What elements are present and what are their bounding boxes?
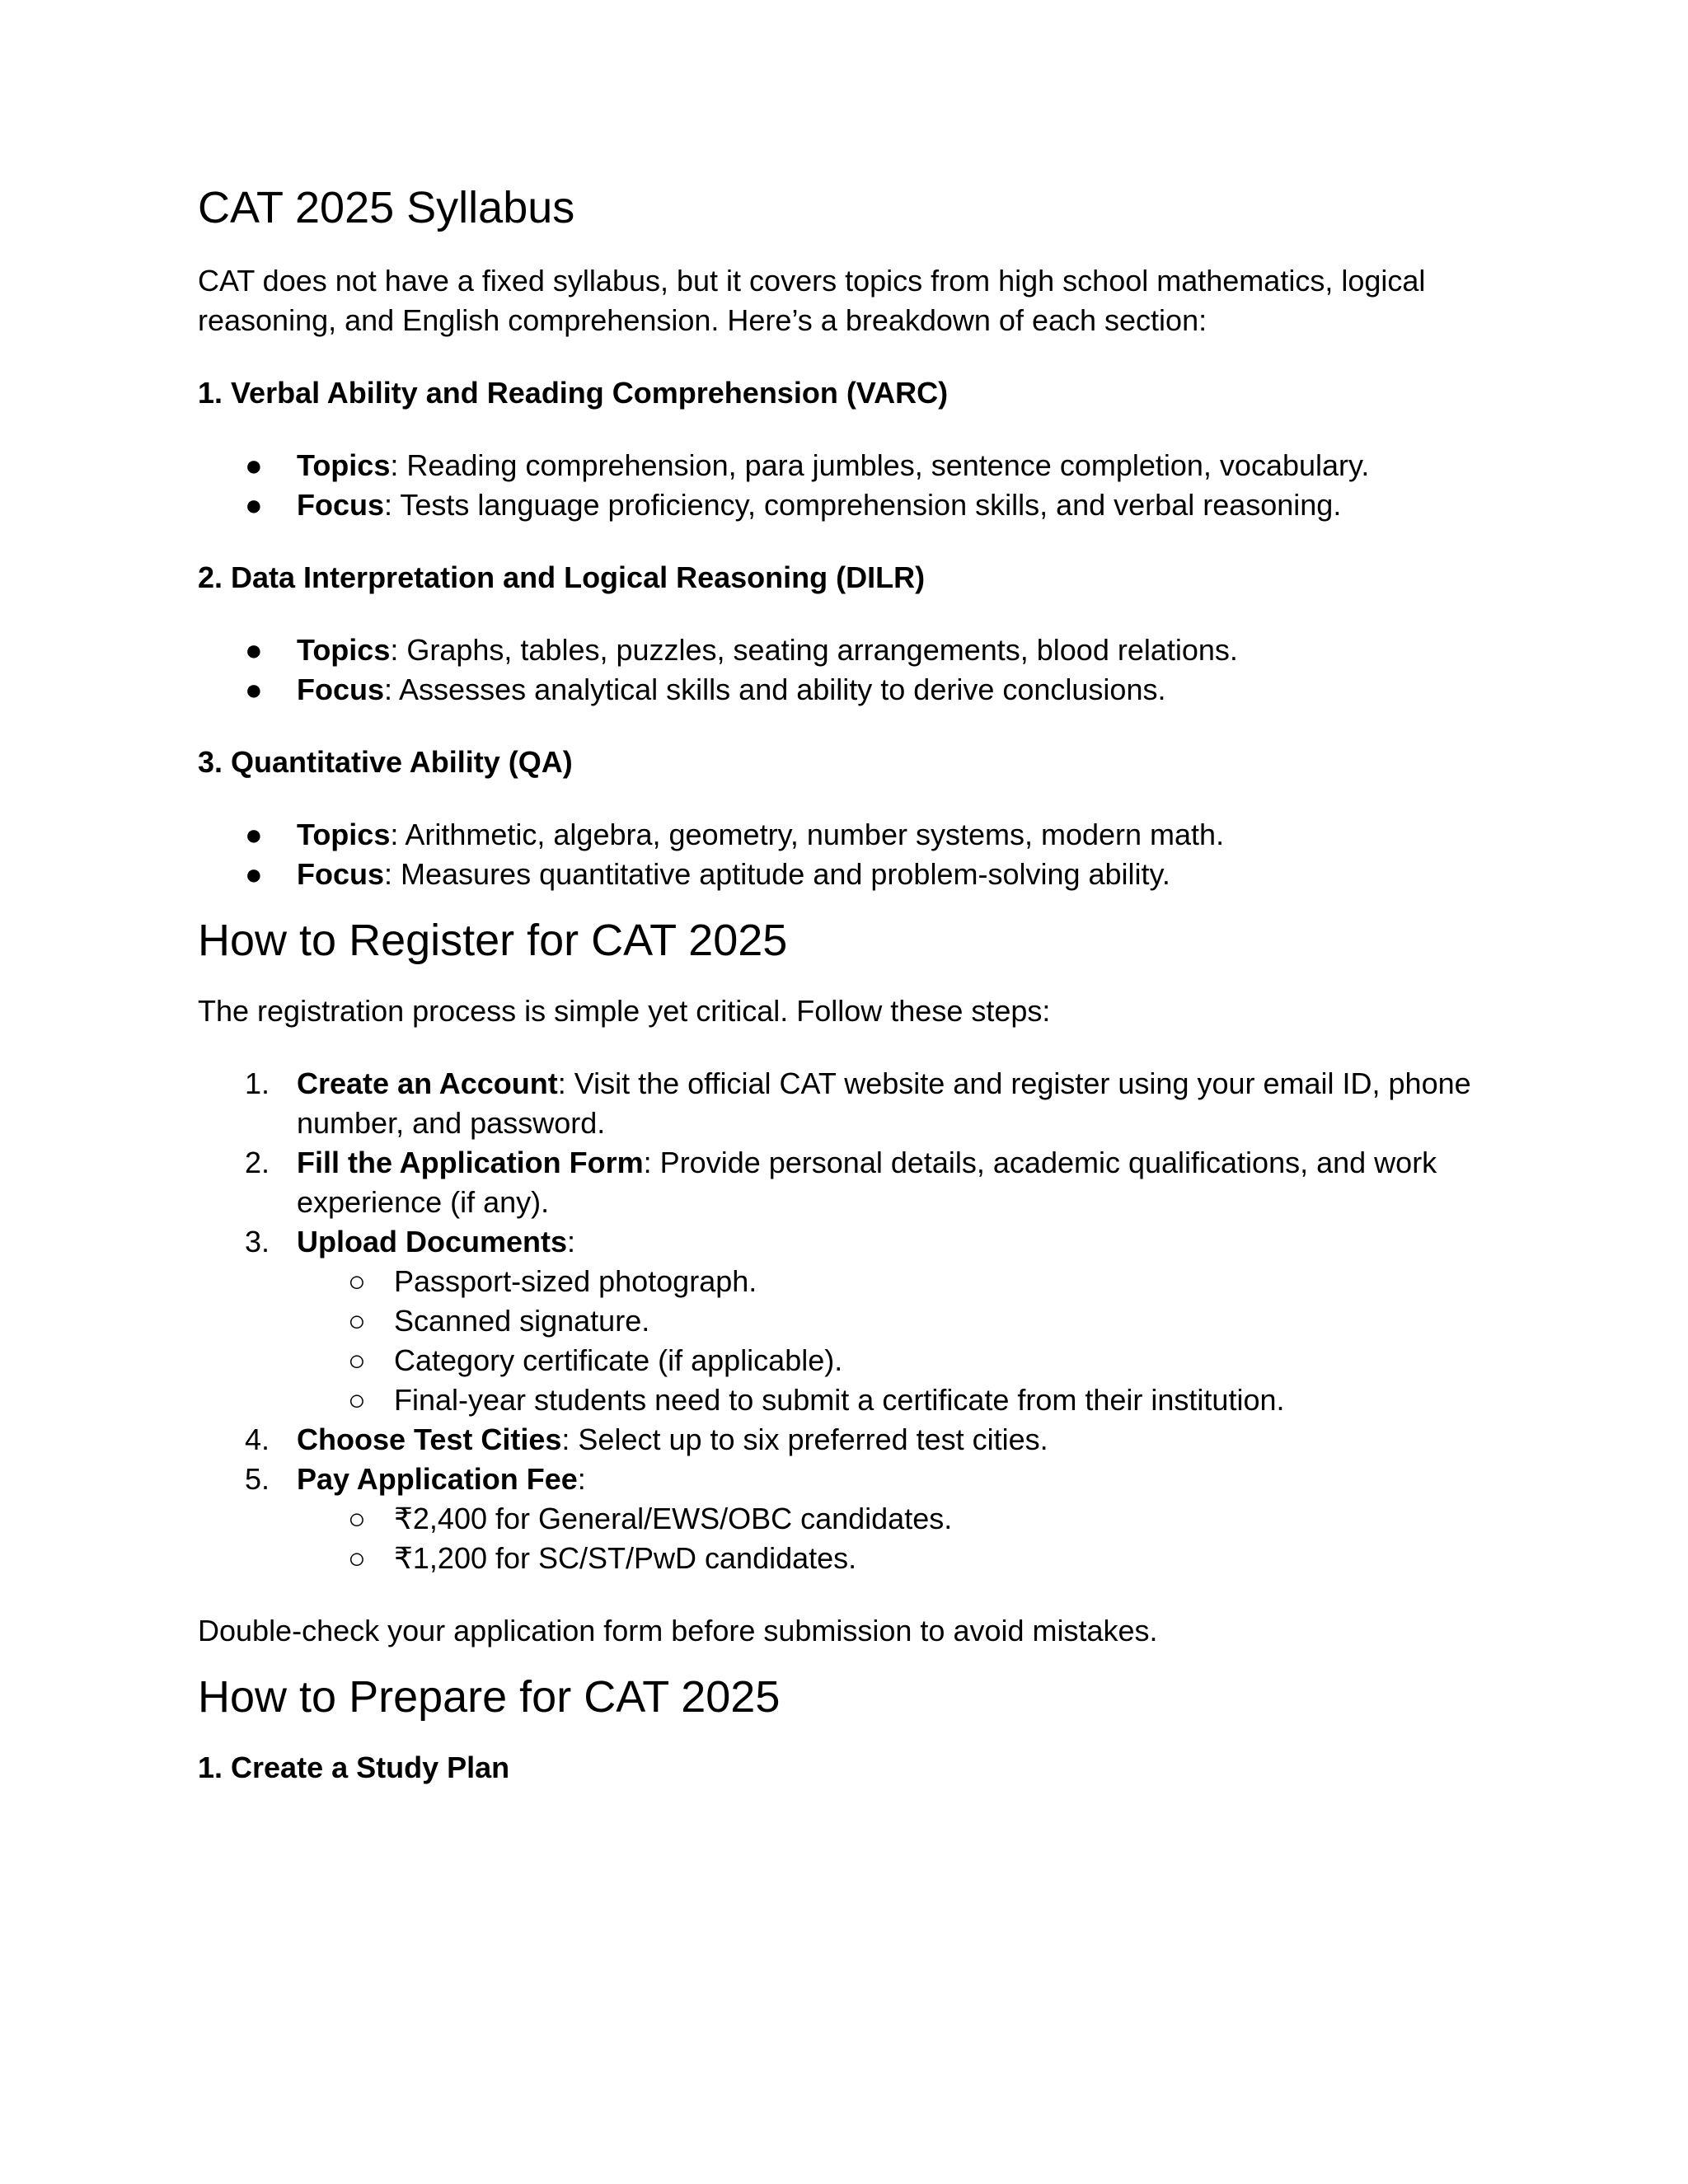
varc-list [198, 446, 1500, 525]
circle-bullet-icon: ○ [348, 1343, 366, 1377]
syllabus-intro: CAT does not have a fixed syllabus, but it covers topics from high school mathematics, logical reasoning, and English comprehension. Here’s a breakdown of each section: [198, 264, 1426, 337]
circle-bullet-icon: ○ [348, 1541, 366, 1575]
list-item: ● Focus: Assesses analytical skills and ability to derive conclusions. [198, 670, 1500, 710]
syllabus-title: CAT 2025 Syllabus [198, 183, 575, 232]
list-item: ● Focus: Tests language proficiency, comprehension skills, and verbal reasoning. [198, 485, 1500, 525]
list-item: ● Topics: Reading comprehension, para jumbles, sentence completion, vocabulary. [198, 446, 1500, 485]
document-page [198, 181, 1500, 1788]
circle-bullet-icon: ○ [348, 1304, 366, 1338]
bullet-icon: ● [245, 673, 263, 706]
register-title: How to Register for CAT 2025 [198, 916, 788, 965]
bullet-icon: ● [245, 633, 263, 667]
list-item: ● Focus: Measures quantitative aptitude and problem-solving ability. [198, 855, 1500, 894]
list-item: ○ Category certificate (if applicable). [297, 1341, 1500, 1380]
dilr-list [198, 630, 1500, 710]
bullet-icon: ● [245, 857, 263, 891]
list-item: 1. Create an Account: Visit the official CAT website and register using your email ID, phone number, and password. [245, 1066, 1471, 1140]
documents-sublist [297, 1262, 1500, 1420]
bullet-icon: ● [245, 488, 263, 522]
bullet-icon: ● [245, 448, 263, 482]
list-item: ○ Scanned signature. [297, 1301, 1500, 1341]
list-item: 5. Pay Application Fee: ○ ₹2,400 for General/EWS/OBC candidates. ○ ₹1,200 for SC/ST/PwD candidates. [198, 1460, 1500, 1578]
prepare-subheading: 1. Create a Study Plan [198, 1750, 510, 1784]
list-item: 4. Choose Test Cities: Select up to six preferred test cities. [245, 1422, 1048, 1456]
fee-sublist [297, 1499, 1500, 1578]
circle-bullet-icon: ○ [348, 1264, 366, 1298]
list-item: ○ Passport-sized photograph. [297, 1262, 1500, 1301]
list-item: ● Topics: Graphs, tables, puzzles, seating arrangements, blood relations. [198, 630, 1500, 670]
section-heading-qa: 3. Quantitative Ability (QA) [198, 745, 573, 779]
register-steps [198, 1064, 1500, 1578]
section-heading-varc: 1. Verbal Ability and Reading Comprehension (VARC) [198, 376, 949, 410]
list-item: 3. Upload Documents: ○ Passport-sized photograph. ○ Scanned signature. ○ Category certificate (if applicable). ○ Final-year students need to submit a certificate from their institution. [198, 1222, 1500, 1420]
qa-list [198, 815, 1500, 894]
register-intro: The registration process is simple yet critical. Follow these steps: [198, 994, 1051, 1028]
section-heading-dilr: 2. Data Interpretation and Logical Reasoning (DILR) [198, 560, 926, 594]
list-item: ● Topics: Arithmetic, algebra, geometry, number systems, modern math. [198, 815, 1500, 855]
prepare-title: How to Prepare for CAT 2025 [198, 1672, 781, 1722]
list-item: 2. Fill the Application Form: Provide personal details, academic qualifications, and work experience (if any). [245, 1146, 1437, 1219]
register-outro: Double-check your application form before submission to avoid mistakes. [198, 1614, 1158, 1647]
bullet-icon: ● [245, 818, 263, 851]
list-item: ○ ₹2,400 for General/EWS/OBC candidates. [297, 1499, 1500, 1539]
list-item: ○ ₹1,200 for SC/ST/PwD candidates. [297, 1539, 1500, 1578]
circle-bullet-icon: ○ [348, 1502, 366, 1535]
circle-bullet-icon: ○ [348, 1383, 366, 1417]
list-item: ○ Final-year students need to submit a certificate from their institution. [297, 1380, 1500, 1420]
